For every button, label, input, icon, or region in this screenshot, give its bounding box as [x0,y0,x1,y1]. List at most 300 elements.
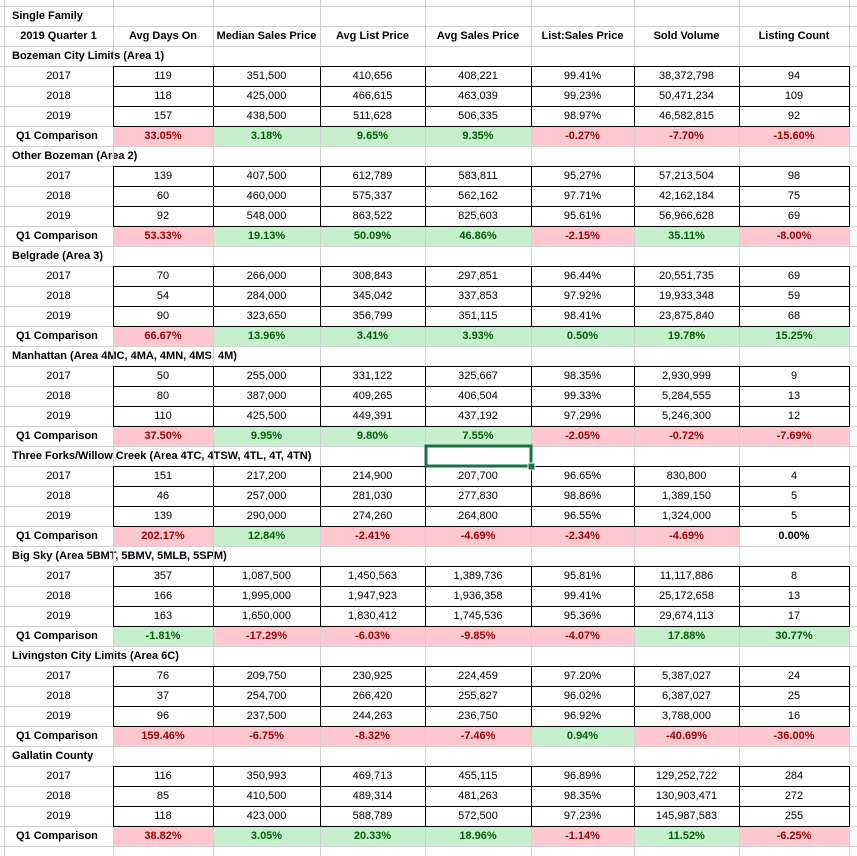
table-cell[interactable]: 5,284,555 [662,390,711,402]
comparison-label[interactable]: Q1 Comparison [16,330,98,342]
table-cell[interactable]: 37 [156,690,170,702]
table-cell[interactable]: 99.23% [563,90,602,102]
table-cell[interactable]: 562,162 [458,190,498,202]
table-cell[interactable]: 351,115 [458,310,498,322]
table-cell[interactable]: 56,966,628 [658,210,715,222]
table-cell[interactable]: 572,500 [458,810,498,822]
table-cell[interactable]: 19,933,348 [658,290,715,302]
table-cell[interactable]: 1,389,150 [662,490,711,502]
table-cell[interactable]: 825,603 [458,210,498,222]
comparison-cell[interactable]: -9.85% [425,626,531,646]
header-row [0,26,857,46]
comparison-cell[interactable]: -4.69% [425,526,531,546]
table-cell[interactable]: 139 [153,510,173,522]
table-cell[interactable]: 1,745,536 [453,610,503,622]
header-cell[interactable]: Sold Volume [653,30,720,42]
comparison-cell[interactable]: 3.05% [213,826,320,846]
table-cell[interactable]: 95.81% [563,570,602,582]
table-row [0,286,857,306]
table-cell[interactable]: 1,389,736 [453,570,503,582]
comparison-cell[interactable]: -2.34% [531,526,634,546]
table-cell[interactable]: 1,650,000 [242,610,291,622]
table-cell[interactable]: 23,875,840 [658,310,715,322]
table-cell[interactable]: 96.44% [563,270,602,282]
table-cell[interactable]: 2017 [46,170,71,182]
comparison-cell[interactable]: 9.65% [320,126,425,146]
comparison-cell[interactable]: -36.00% [739,726,849,746]
table-cell[interactable]: 38,372,798 [658,70,715,82]
table-cell[interactable]: 98.86% [563,490,602,502]
table-cell[interactable]: 2019 [46,410,71,422]
table-cell[interactable]: 255 [784,810,804,822]
comparison-cell[interactable]: 3.93% [425,326,531,346]
table-cell[interactable]: 2017 [46,570,71,582]
table-cell[interactable]: 406,504 [458,390,498,402]
table-cell[interactable]: 59 [787,290,801,302]
table-cell[interactable]: 97.92% [563,290,602,302]
table-cell[interactable]: 1,947,923 [348,590,397,602]
table-cell[interactable]: 2019 [46,810,71,822]
comparison-cell[interactable]: 50.09% [320,226,425,246]
header-cell[interactable]: Avg List Price [336,30,409,42]
table-cell[interactable]: 2017 [46,670,71,682]
table-cell[interactable]: 50 [156,370,170,382]
table-cell[interactable]: 407,500 [246,170,287,182]
table-cell[interactable]: 863,522 [352,210,393,222]
header-cell[interactable]: List:Sales Price [541,30,624,42]
section-row [0,546,857,566]
comparison-cell[interactable]: 159.46% [113,726,213,746]
table-cell[interactable]: 209,750 [246,670,287,682]
table-cell[interactable]: 99.41% [563,590,602,602]
table-cell[interactable]: 97.20% [563,670,602,682]
table-cell[interactable]: 281,030 [352,490,393,502]
table-cell[interactable]: 2019 [46,710,71,722]
table-cell[interactable]: 118 [154,810,172,822]
table-cell[interactable]: 357 [153,570,173,582]
comparison-label[interactable]: Q1 Comparison [16,630,98,642]
table-cell[interactable]: 166 [153,590,173,602]
table-cell[interactable]: 157 [153,110,173,122]
comparison-cell[interactable]: -6.03% [320,626,425,646]
table-cell[interactable]: 437,192 [458,410,498,422]
table-row [0,106,857,126]
table-cell[interactable]: 207,700 [458,470,498,482]
table-cell[interactable]: 331,122 [352,370,393,382]
comparison-cell[interactable]: -8.00% [739,226,849,246]
table-cell[interactable]: 95.36% [563,610,602,622]
table-cell[interactable]: 284 [784,770,804,782]
table-cell[interactable]: 129,252,722 [655,770,718,782]
table-cell[interactable]: 612,789 [352,170,393,182]
comparison-cell[interactable]: 9.80% [320,426,425,446]
table-cell[interactable]: 1,324,000 [662,510,711,522]
table-cell[interactable]: 5,387,027 [662,670,711,682]
table-cell[interactable]: 274,260 [352,510,393,522]
comparison-cell[interactable]: 9.95% [213,426,320,446]
table-cell[interactable]: 98.35% [563,370,602,382]
section-row [0,346,857,366]
header-cell[interactable]: Avg Days On [128,30,198,42]
table-cell[interactable]: 425,500 [246,410,287,422]
table-cell[interactable]: 230,925 [352,670,393,682]
table-cell[interactable]: 460,000 [246,190,287,202]
table-cell[interactable]: 90 [156,310,170,322]
table-cell[interactable]: 97.29% [563,410,602,422]
comparison-cell[interactable]: 7.55% [425,426,531,446]
table-cell[interactable]: 20,551,735 [658,270,715,282]
section-title[interactable]: Other Bozeman (Area 2) [12,150,138,162]
table-cell[interactable]: 163 [153,610,173,622]
table-cell[interactable]: 92 [156,210,170,222]
comparison-cell[interactable]: 202.17% [113,526,213,546]
table-cell[interactable]: 290,000 [246,510,287,522]
table-cell[interactable]: 469,713 [352,770,393,782]
comparison-cell[interactable]: -2.05% [531,426,634,446]
table-cell[interactable]: 85 [156,790,170,802]
table-cell[interactable]: 96 [156,710,170,722]
table-cell[interactable]: 345,042 [352,290,393,302]
table-cell[interactable]: 96.89% [563,770,602,782]
comparison-label[interactable]: Q1 Comparison [16,130,98,142]
table-cell[interactable]: 323,650 [246,310,287,322]
table-cell[interactable]: 95.61% [563,210,602,222]
comparison-cell[interactable]: -0.72% [634,426,739,446]
section-title[interactable]: Bozeman City Limits (Area 1) [12,50,165,62]
table-cell[interactable]: 2,930,999 [662,370,711,382]
table-row [0,66,857,86]
table-cell[interactable]: 4 [790,470,798,482]
comparison-cell[interactable]: -40.69% [634,726,739,746]
table-cell[interactable]: 70 [156,270,170,282]
table-cell[interactable]: 830,800 [666,470,707,482]
comparison-cell[interactable]: 53.33% [113,226,213,246]
table-cell[interactable]: 266,420 [352,690,393,702]
header-cell[interactable]: Median Sales Price [216,30,317,42]
table-cell[interactable]: 118 [154,90,172,102]
table-cell[interactable]: 2019 [46,210,71,222]
table-cell[interactable]: 2017 [46,770,71,782]
table-row [0,466,857,486]
section-title[interactable]: Livingston City Limits (Area 6C) [12,650,179,662]
table-cell[interactable]: 2017 [46,470,71,482]
table-row [0,686,857,706]
table-cell[interactable]: 2018 [46,590,71,602]
table-cell[interactable]: 425,000 [246,90,287,102]
comparison-cell[interactable]: -7.69% [739,426,849,446]
table-cell[interactable]: 42,162,184 [658,190,715,202]
section-row [0,146,857,166]
comparison-label[interactable]: Q1 Comparison [16,430,98,442]
table-cell[interactable]: 410,656 [352,70,393,82]
section-title[interactable]: Big Sky (Area 5BMT, 5BMV, 5MLB, 5SPM) [12,550,227,562]
table-cell[interactable]: 511,628 [353,110,392,122]
table-cell[interactable]: 236,750 [458,710,498,722]
table-cell[interactable]: 466,615 [352,90,393,102]
comparison-cell[interactable]: 9.35% [425,126,531,146]
table-cell[interactable]: 224,459 [458,670,498,682]
table-cell[interactable]: 387,000 [246,390,287,402]
table-cell[interactable]: 80 [156,390,170,402]
section-title[interactable]: Gallatin County [12,750,94,762]
table-cell[interactable]: 98.41% [563,310,602,322]
table-cell[interactable]: 96.02% [563,690,602,702]
table-cell[interactable]: 2019 [46,610,71,622]
comparison-cell[interactable]: -7.46% [425,726,531,746]
comparison-cell[interactable]: -6.75% [213,726,320,746]
table-cell[interactable]: 455,115 [458,770,498,782]
table-cell[interactable]: 214,900 [352,470,393,482]
comparison-cell[interactable]: 0.50% [531,326,634,346]
table-cell[interactable]: 110 [154,410,172,422]
comparison-cell[interactable]: 18.96% [425,826,531,846]
comparison-cell[interactable]: 15.25% [739,326,849,346]
table-cell[interactable]: 2018 [46,490,71,502]
table-row [0,666,857,686]
comparison-cell[interactable]: 11.52% [634,826,739,846]
table-cell[interactable]: 46 [156,490,170,502]
comparison-cell[interactable]: -8.32% [320,726,425,746]
table-cell[interactable]: 489,314 [352,790,393,802]
sheet-title-row [0,6,857,26]
table-cell[interactable]: 2018 [46,290,71,302]
table-cell[interactable]: 255,000 [246,370,287,382]
table-cell[interactable]: 1,936,358 [453,590,503,602]
comparison-label[interactable]: Q1 Comparison [16,830,98,842]
table-cell[interactable]: 69 [787,270,801,282]
table-cell[interactable]: 254,700 [246,690,287,702]
comparison-cell[interactable]: 20.33% [320,826,425,846]
table-cell[interactable]: 98 [787,170,801,182]
table-cell[interactable]: 96.65% [563,470,602,482]
table-cell[interactable]: 2017 [46,270,71,282]
table-cell[interactable]: 95.27% [563,170,602,182]
section-row [0,246,857,266]
table-cell[interactable]: 96.55% [563,510,602,522]
table-cell[interactable]: 410,500 [246,790,287,802]
table-cell[interactable]: 97.23% [563,810,602,822]
comparison-cell[interactable]: -15.60% [739,126,849,146]
comparison-cell[interactable]: 0.94% [531,726,634,746]
table-cell[interactable]: 2018 [46,190,71,202]
comparison-label[interactable]: Q1 Comparison [16,230,98,242]
section-title[interactable]: Manhattan (Area 4MC, 4MA, 4MN, 4MS, 4M) [12,350,237,362]
table-cell[interactable]: 548,000 [246,210,287,222]
table-cell[interactable]: 151 [153,470,173,482]
table-cell[interactable]: 408,221 [458,70,498,82]
table-row [0,586,857,606]
table-cell[interactable]: 244,263 [352,710,393,722]
table-cell[interactable]: 325,667 [458,370,498,382]
table-row [0,366,857,386]
table-cell[interactable]: 2019 [46,110,71,122]
comparison-cell[interactable]: 66.67% [113,326,213,346]
table-cell[interactable]: 409,265 [352,390,393,402]
comparison-label[interactable]: Q1 Comparison [16,730,98,742]
table-cell[interactable]: 119 [154,70,172,82]
table-row [0,166,857,186]
table-cell[interactable]: 139 [153,170,173,182]
table-cell[interactable]: 69 [787,210,801,222]
table-cell[interactable]: 2018 [46,790,71,802]
section-title[interactable]: Belgrade (Area 3) [12,250,104,262]
table-row [0,486,857,506]
comparison-cell[interactable]: -7.70% [634,126,739,146]
table-row [0,566,857,586]
comparison-cell[interactable]: 12.84% [213,526,320,546]
table-cell[interactable]: 92 [787,110,801,122]
table-cell[interactable]: 116 [154,770,172,782]
comparison-cell[interactable]: 19.13% [213,226,320,246]
header-cell[interactable]: Listing Count [758,30,830,42]
comparison-cell[interactable]: -6.25% [739,826,849,846]
table-cell[interactable]: 2018 [46,90,71,102]
table-cell[interactable]: 13 [787,390,801,402]
table-cell[interactable]: 423,000 [246,810,287,822]
table-cell[interactable]: 5,246,300 [662,410,711,422]
table-row [0,806,857,826]
table-cell[interactable]: 6,387,027 [662,690,711,702]
comparison-cell[interactable]: 19.78% [634,326,739,346]
table-cell[interactable]: 284,000 [246,290,287,302]
table-cell[interactable]: 277,830 [458,490,498,502]
table-cell[interactable]: 99.33% [563,390,602,402]
sheet-title[interactable]: Single Family [12,10,83,22]
comparison-cell[interactable]: 13.96% [213,326,320,346]
table-cell[interactable]: 1,995,000 [242,590,291,602]
comparison-row [0,626,857,646]
table-cell[interactable]: 481,263 [458,790,498,802]
table-cell[interactable]: 57,213,504 [658,170,715,182]
table-cell[interactable]: 583,811 [458,170,498,182]
table-cell[interactable]: 46,582,815 [658,110,715,122]
table-cell[interactable]: 356,799 [352,310,393,322]
table-cell[interactable]: 1,830,412 [348,610,397,622]
comparison-cell[interactable]: 37.50% [113,426,213,446]
table-cell[interactable]: 2017 [46,70,71,82]
table-cell[interactable]: 54 [156,290,170,302]
table-cell[interactable]: 60 [156,190,170,202]
table-cell[interactable]: 5 [790,510,798,522]
table-cell[interactable]: 2018 [46,690,71,702]
table-cell[interactable]: 575,337 [352,190,393,202]
comparison-cell[interactable]: 35.11% [634,226,739,246]
comparison-cell[interactable]: -1.14% [531,826,634,846]
table-cell[interactable]: 16 [787,710,801,722]
table-cell[interactable]: 109 [784,90,804,102]
table-cell[interactable]: 449,391 [352,410,393,422]
table-cell[interactable]: 2019 [46,510,71,522]
table-cell[interactable]: 2017 [46,370,71,382]
table-cell[interactable]: 98.97% [563,110,602,122]
table-cell[interactable]: 11,117,886 [659,570,714,582]
comparison-cell[interactable]: -1.81% [113,626,213,646]
table-cell[interactable]: 217,200 [246,470,287,482]
table-cell[interactable]: 130,903,471 [655,790,718,802]
table-cell[interactable]: 76 [156,670,170,682]
comparison-cell[interactable]: -4.07% [531,626,634,646]
table-cell[interactable]: 1,450,563 [348,570,397,582]
section-row [0,746,857,766]
comparison-cell[interactable]: -2.41% [320,526,425,546]
table-cell[interactable]: 438,500 [246,110,287,122]
table-cell[interactable]: 264,800 [458,510,498,522]
table-cell[interactable]: 99.41% [563,70,602,82]
table-cell[interactable]: 25,172,658 [658,590,715,602]
table-cell[interactable]: 145,987,583 [655,810,718,822]
table-cell[interactable]: 337,853 [458,290,498,302]
table-cell[interactable]: 257,000 [246,490,287,502]
table-cell[interactable]: 8 [790,570,798,582]
table-cell[interactable]: 97.71% [563,190,602,202]
comparison-cell[interactable]: 46.86% [425,226,531,246]
header-cell[interactable]: 2019 Quarter 1 [20,30,97,42]
table-cell[interactable]: 351,500 [246,70,287,82]
comparison-cell[interactable]: 0.00% [778,530,810,542]
table-cell[interactable]: 463,039 [458,90,498,102]
table-cell[interactable]: 96.92% [563,710,602,722]
comparison-cell[interactable]: 38.82% [113,826,213,846]
comparison-cell[interactable]: -2.15% [531,226,634,246]
section-row [0,446,857,466]
comparison-label[interactable]: Q1 Comparison [16,530,98,542]
comparison-cell[interactable]: 3.41% [320,326,425,346]
table-cell[interactable]: 266,000 [246,270,287,282]
section-row [0,46,857,66]
table-cell[interactable]: 308,843 [352,270,393,282]
table-cell[interactable]: 2018 [46,390,71,402]
comparison-cell[interactable]: 3.18% [213,126,320,146]
table-cell[interactable]: 12 [787,410,801,422]
table-cell[interactable]: 1,087,500 [242,570,291,582]
comparison-cell[interactable]: 33.05% [113,126,213,146]
section-title[interactable]: Three Forks/Willow Creek (Area 4TC, 4TSW, 4TL, 4T, 4TN) [12,450,312,462]
comparison-cell[interactable]: -0.27% [531,126,634,146]
table-row [0,206,857,226]
comparison-cell[interactable]: 30.77% [739,626,849,646]
table-cell[interactable]: 25 [787,690,801,702]
comparison-row [0,826,857,846]
table-cell[interactable]: 24 [787,670,801,682]
table-cell[interactable]: 3,788,000 [662,710,711,722]
table-cell[interactable]: 2019 [46,310,71,322]
comparison-cell[interactable]: 17.88% [634,626,739,646]
table-cell[interactable]: 237,500 [246,710,287,722]
table-cell[interactable]: 506,335 [458,110,498,122]
table-cell[interactable]: 50,471,234 [658,90,715,102]
table-cell[interactable]: 98.35% [563,790,602,802]
table-cell[interactable]: 255,827 [458,690,498,702]
table-cell[interactable]: 13 [787,590,801,602]
table-cell[interactable]: 9 [790,370,798,382]
table-row [0,186,857,206]
table-cell[interactable]: 272 [784,790,804,802]
table-cell[interactable]: 68 [787,310,801,322]
table-cell[interactable]: 17 [787,610,801,622]
comparison-row [0,426,857,446]
table-cell[interactable]: 297,851 [458,270,498,282]
comparison-cell[interactable]: -4.69% [634,526,739,546]
table-cell[interactable]: 29,674,113 [659,610,714,622]
table-row [0,266,857,286]
table-cell[interactable]: 5 [790,490,798,502]
table-cell[interactable]: 588,789 [352,810,393,822]
comparison-cell[interactable]: -17.29% [213,626,320,646]
table-cell[interactable]: 350,993 [246,770,287,782]
header-cell[interactable]: Avg Sales Price [436,30,520,42]
table-cell[interactable]: 94 [787,70,801,82]
table-cell[interactable]: 75 [787,190,801,202]
